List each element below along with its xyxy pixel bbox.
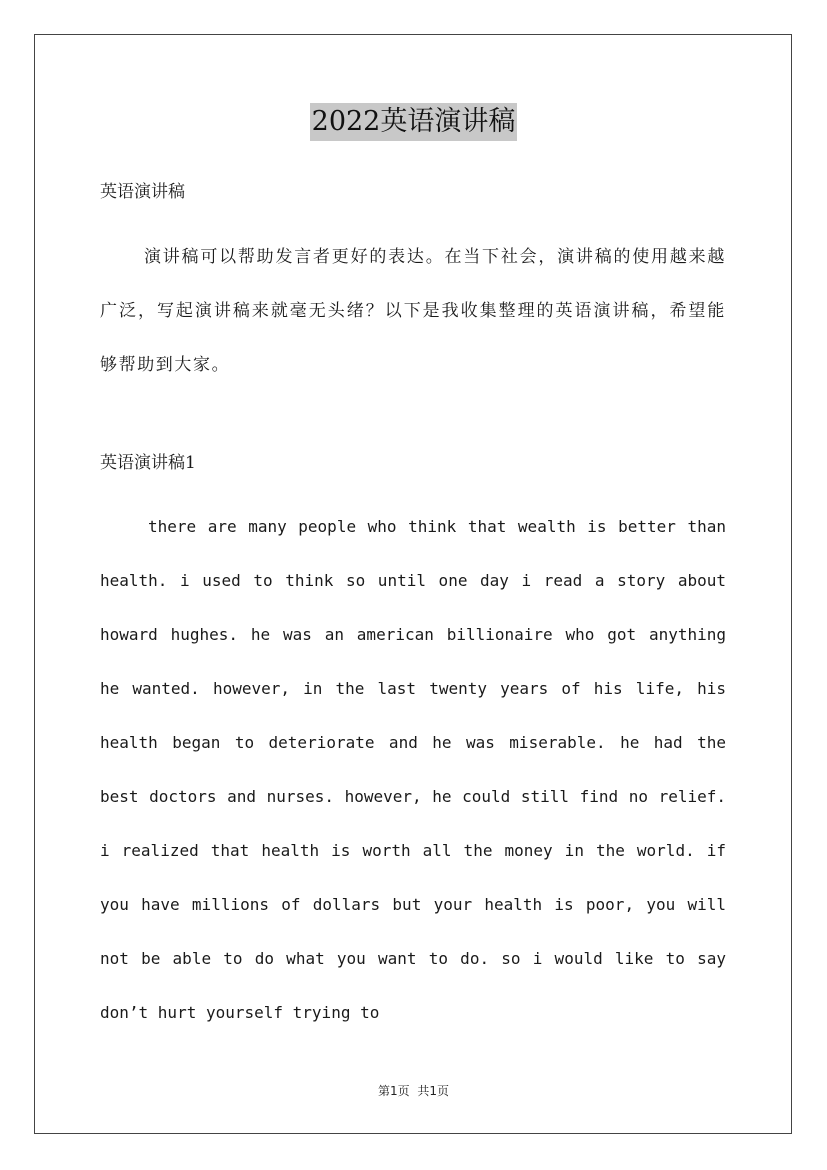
title-container [0,103,827,141]
document-title: 2022英语演讲稿 [310,103,518,141]
section-heading: 英语演讲稿1 [100,453,196,473]
intro-paragraph: 演讲稿可以帮助发言者更好的表达。在当下社会，演讲稿的使用越来越广泛，写起演讲稿来就毫无头绪？以下是我收集整理的英语演讲稿，希望能够帮助到大家。 [100,247,726,375]
page-footer: 第1页 共1页 [377,1084,450,1098]
section-paragraph: there are many people who think that wealth is better than health. i used to think so until one day i read a story about howard hughes. he was an american billionaire who got anything he wanted. however, in the last twenty years of his life, his health began to deteriorate and he was miserable. he had the best doctors and nurses. however, he could still find no relief. i realized that health is worth all the money in the world. if you have millions of dollars but your health is poor, you will not be able to do what you want to do. so i would like to say don’t hurt yourself trying to [100,517,726,1022]
intro-heading: 英语演讲稿 [100,182,185,202]
